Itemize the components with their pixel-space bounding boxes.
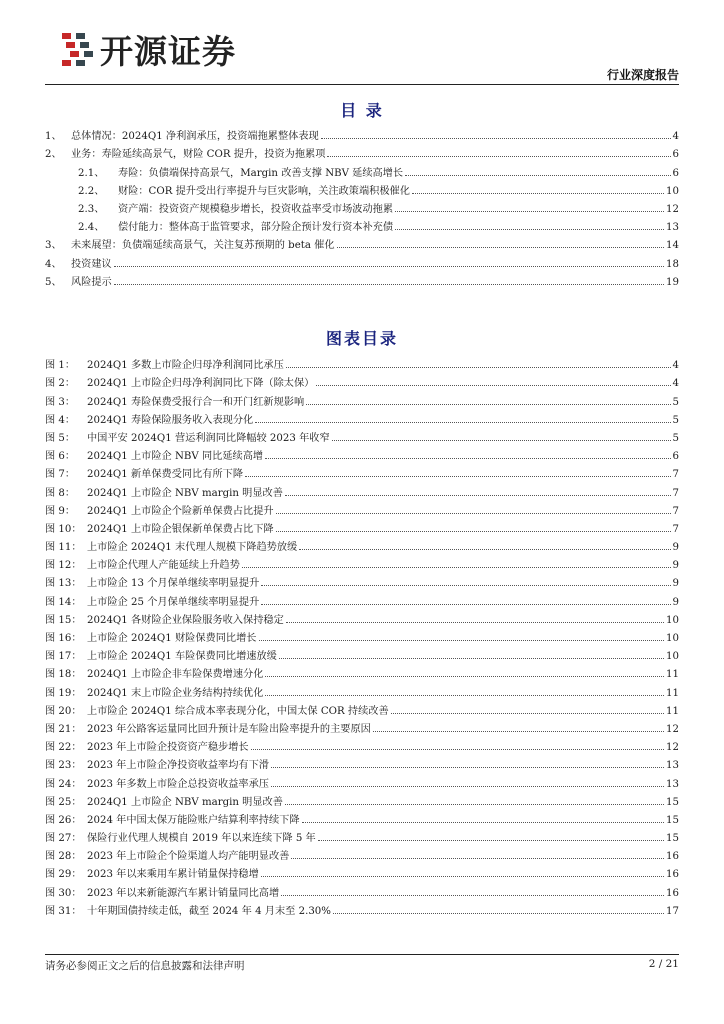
entry-page: 4 [672,378,679,390]
leader-dots [271,767,664,768]
entry-page: 12 [666,723,679,735]
entry-title: 保险行业代理人规模自 2019 年以来连续下降 5 年 [87,833,316,845]
entry-title: 2023 年上市险企投资资产稳步增长 [87,742,249,754]
leader-dots [332,440,671,441]
entry-page: 16 [666,851,679,863]
entry-number: 2、 [45,149,62,161]
entry-page: 15 [666,796,679,808]
leader-dots [316,385,670,386]
entry-title: 上市险企 25 个月保单继续率明显提升 [87,596,260,608]
entry-title: 中国平安 2024Q1 营运利润同比降幅较 2023 年收窄 [87,432,330,444]
entry-title: 2023 年多数上市险企总投资收益率承压 [87,778,269,790]
entry-number: 图 27： [45,833,82,845]
entry-page: 10 [666,185,679,197]
figure-entry[interactable] [45,826,679,844]
figure-entry[interactable] [45,808,679,826]
figure-entry[interactable] [45,353,679,371]
entry-page: 19 [666,276,679,288]
toc-entry[interactable] [45,215,679,233]
entry-number: 图 26： [45,814,82,826]
entry-page: 13 [666,760,679,772]
figure-entry[interactable] [45,790,679,808]
entry-page: 4 [672,360,679,372]
page-header [0,0,724,88]
leader-dots [318,840,664,841]
leader-dots [395,211,664,212]
entry-title: 上市险企 13 个月保单继续率明显提升 [87,578,260,590]
entry-title: 上市险企 2024Q1 末代理人规模下降趋势放缓 [87,542,298,554]
figure-entry[interactable] [45,535,679,553]
leader-dots [291,858,664,859]
entry-number: 图 9： [45,505,76,517]
toc-entry[interactable] [45,197,679,215]
kaiyuan-logo-icon [52,31,94,69]
leader-dots [286,622,664,623]
leader-dots [333,913,664,914]
entry-title: 2023 年公路客运量同比回升预计是车险出险率提升的主要原因 [87,723,371,735]
entry-page: 11 [666,669,679,681]
entry-title: 业务：寿险延续高景气，财险 COR 提升，投资为拖累项 [71,149,326,161]
figure-entry[interactable] [45,680,679,698]
entry-title: 2024Q1 各财险企业保险服务收入保持稳定 [87,614,284,626]
leader-dots [265,458,670,459]
entry-page: 7 [672,523,679,535]
figure-entry[interactable] [45,499,679,517]
entry-number: 图 18： [45,669,82,681]
entry-page: 9 [672,596,679,608]
entry-number: 图 11： [45,542,82,554]
entry-title: 2023 年以来新能源汽车累计销量同比高增 [87,887,280,899]
entry-number: 图 29： [45,869,82,881]
entry-number: 图 30： [45,887,82,899]
entry-title: 2024Q1 寿险保费受报行合一和开门红新规影响 [87,396,305,408]
leader-dots [245,476,670,477]
leader-dots [321,138,671,139]
leader-dots [242,567,671,568]
leader-dots [405,175,670,176]
toc-entry[interactable] [45,124,679,142]
entry-title: 2024Q1 上市险企 NBV 同比延续高增 [87,451,264,463]
leader-dots [391,713,664,714]
figure-entry[interactable] [45,862,679,880]
leader-dots [285,804,664,805]
leader-dots [327,156,670,157]
entry-number: 图 13： [45,578,82,590]
figure-list [45,353,679,917]
figures-title: 图表目录 [325,329,398,348]
entry-title: 2024Q1 多数上市险企归母净利润同比承压 [87,360,284,372]
leader-dots [114,266,664,267]
entry-title: 2024Q1 上市险企银保新单保费占比下降 [87,523,274,535]
toc-entry[interactable] [45,251,679,269]
figure-entry[interactable] [45,462,679,480]
leader-dots [412,193,664,194]
entry-title: 投资建议 [71,258,112,270]
entry-page: 11 [666,705,679,717]
entry-number: 2.1、 [78,167,105,179]
entry-title: 十年期国债持续走低，截至 2024 年 4 月末至 2.30% [87,905,331,917]
toc-entry[interactable] [45,270,679,288]
entry-title: 上市险企代理人产能延续上升趋势 [87,560,240,572]
entry-number: 图 14： [45,596,82,608]
entry-number: 图 15： [45,614,82,626]
figure-entry[interactable] [45,389,679,407]
entry-page: 4 [672,131,679,143]
entry-number: 图 28： [45,851,82,863]
entry-page: 9 [672,578,679,590]
entry-number: 图 1： [45,360,76,372]
leader-dots [265,676,664,677]
entry-page: 7 [672,487,679,499]
entry-number: 图 20： [45,705,82,717]
entry-page: 14 [666,240,679,252]
leader-dots [276,513,671,514]
report-type: 行业深度报告 [606,68,679,82]
entry-page: 12 [666,203,679,215]
entry-number: 图 10： [45,523,82,535]
entry-title: 上市险企 2024Q1 财险保费同比增长 [87,633,257,644]
entry-page: 13 [666,778,679,790]
entry-number: 图 2： [45,378,76,390]
entry-number: 图 17： [45,651,82,663]
figure-entry[interactable] [45,408,679,426]
entry-page: 7 [672,505,679,517]
figure-entry[interactable] [45,553,679,571]
entry-title: 2024Q1 末上市险企业务结构持续优化 [87,687,264,699]
entry-page: 5 [672,414,679,426]
entry-number: 图 25： [45,796,82,808]
entry-number: 图 31： [45,905,82,917]
entry-page: 5 [672,432,679,444]
entry-page: 10 [666,633,679,644]
entry-title: 2023 年以来乘用车累计销量保持稳增 [87,869,259,881]
entry-page: 6 [672,149,679,161]
toc-entry[interactable] [45,233,679,251]
entry-title: 2024 年中国太保万能险账户结算利率持续下降 [87,814,300,826]
entry-number: 图 6： [45,451,76,463]
figure-entry[interactable] [45,735,679,753]
figure-entry[interactable] [45,571,679,589]
table-of-contents [45,124,679,288]
figure-entry[interactable] [45,899,679,917]
entry-page: 6 [672,451,679,463]
figure-entry[interactable] [45,753,679,771]
leader-dots [299,549,670,550]
footer-divider [45,954,679,955]
leader-dots [259,640,665,641]
entry-page: 15 [666,833,679,845]
entry-number: 5、 [45,276,62,288]
leader-dots [279,658,664,659]
leader-dots [261,604,670,605]
entry-title: 未来展望：负债端延续高景气，关注复苏预期的 beta 催化 [71,240,335,252]
entry-page: 16 [666,887,679,899]
entry-number: 2.2、 [78,185,105,197]
entry-page: 10 [666,614,679,626]
toc-entry[interactable] [45,179,679,197]
entry-number: 图 22： [45,742,82,754]
leader-dots [255,422,670,423]
entry-title: 2024Q1 上市险企 NBV margin 明显改善 [87,796,283,808]
entry-number: 图 5： [45,432,76,444]
entry-page: 18 [666,258,679,270]
figure-entry[interactable] [45,589,679,607]
leader-dots [281,895,664,896]
leader-dots [337,247,665,248]
leader-dots [395,229,664,230]
entry-number: 图 23： [45,760,82,772]
figure-entry[interactable] [45,880,679,898]
figure-entry[interactable] [45,371,679,389]
entry-page: 9 [672,542,679,554]
entry-number: 图 12： [45,560,82,572]
entry-page: 5 [672,396,679,408]
footer-disclaimer: 请务必参阅正文之后的信息披露和法律声明 [45,960,245,972]
figure-entry[interactable] [45,426,679,444]
entry-page: 7 [672,469,679,481]
figure-entry[interactable] [45,717,679,735]
entry-number: 图 24： [45,778,82,790]
leader-dots [261,876,664,877]
entry-title: 偿付能力：整体高于监管要求，部分险企预计发行资本补充债 [118,222,394,234]
entry-title: 资产端：投资资产规模稳步增长，投资收益率受市场波动拖累 [118,203,394,215]
entry-page: 11 [666,687,679,699]
company-logo [52,26,236,73]
figure-entry[interactable] [45,644,679,662]
entry-title: 上市险企 2024Q1 综合成本率表现分化，中国太保 COR 持续改善 [87,705,389,717]
header-divider [45,84,679,85]
leader-dots [373,731,664,732]
entry-page: 17 [666,905,679,917]
leader-dots [285,495,671,496]
figure-entry[interactable] [45,444,679,462]
entry-page: 12 [666,742,679,754]
entry-title: 2024Q1 上市险企归母净利润同比下降（除太保） [87,378,315,390]
leader-dots [306,404,670,405]
entry-page: 10 [666,651,679,663]
entry-title: 2024Q1 上市险企个险新单保费占比提升 [87,505,274,517]
entry-title: 2023 年上市险企个险渠道人均产能明显改善 [87,851,290,863]
leader-dots [276,531,671,532]
figure-entry[interactable] [45,662,679,680]
leader-dots [251,749,664,750]
entry-title: 财险：COR 提升受出行率提升与巨灾影响，关注政策端积极催化 [118,185,410,197]
entry-number: 图 3： [45,396,76,408]
leader-dots [265,695,664,696]
entry-number: 图 7： [45,469,76,481]
brand-name: 开源证券 [100,32,236,71]
entry-number: 2.3、 [78,203,105,215]
toc-title: 目 录 [340,101,384,120]
entry-page: 9 [672,560,679,572]
leader-dots [271,786,664,787]
figure-entry[interactable] [45,517,679,535]
toc-entry[interactable] [45,160,679,178]
entry-title: 风险提示 [71,276,112,288]
entry-number: 图 4： [45,414,76,426]
entry-title: 寿险：负债端保持高景气，Margin 改善支撑 NBV 延续高增长 [118,167,404,179]
leader-dots [261,585,670,586]
toc-entry[interactable] [45,142,679,160]
figure-entry[interactable] [45,771,679,789]
leader-dots [286,367,671,368]
figure-entry[interactable] [45,844,679,862]
entry-number: 图 19： [45,687,82,699]
entry-number: 2.4、 [78,222,105,234]
figure-entry[interactable] [45,699,679,717]
entry-title: 总体情况：2024Q1 净利润承压，投资端拖累整体表现 [71,131,319,143]
entry-title: 2023 年上市险企净投资收益率均有下滑 [87,760,269,772]
entry-number: 图 8： [45,487,76,499]
figure-entry[interactable] [45,480,679,498]
entry-title: 2024Q1 上市险企非车险保费增速分化 [87,669,264,681]
figure-entry[interactable] [45,608,679,626]
entry-number: 图 16： [45,633,82,644]
entry-title: 2024Q1 上市险企 NBV margin 明显改善 [87,487,283,499]
entry-number: 图 21： [45,723,82,735]
entry-title: 2024Q1 新单保费受同比有所下降 [87,469,244,481]
entry-number: 4、 [45,258,62,270]
entry-number: 3、 [45,240,62,252]
page-number: 2 / 21 [648,958,679,970]
entry-title: 上市险企 2024Q1 车险保费同比增速放缓 [87,651,277,663]
figure-entry[interactable] [45,626,679,644]
entry-number: 1、 [45,131,62,143]
leader-dots [302,822,664,823]
entry-page: 16 [666,869,679,881]
entry-page: 13 [666,222,679,234]
entry-page: 15 [666,814,679,826]
entry-page: 6 [672,167,679,179]
leader-dots [114,284,664,285]
entry-title: 2024Q1 寿险保险服务收入表现分化 [87,414,254,426]
